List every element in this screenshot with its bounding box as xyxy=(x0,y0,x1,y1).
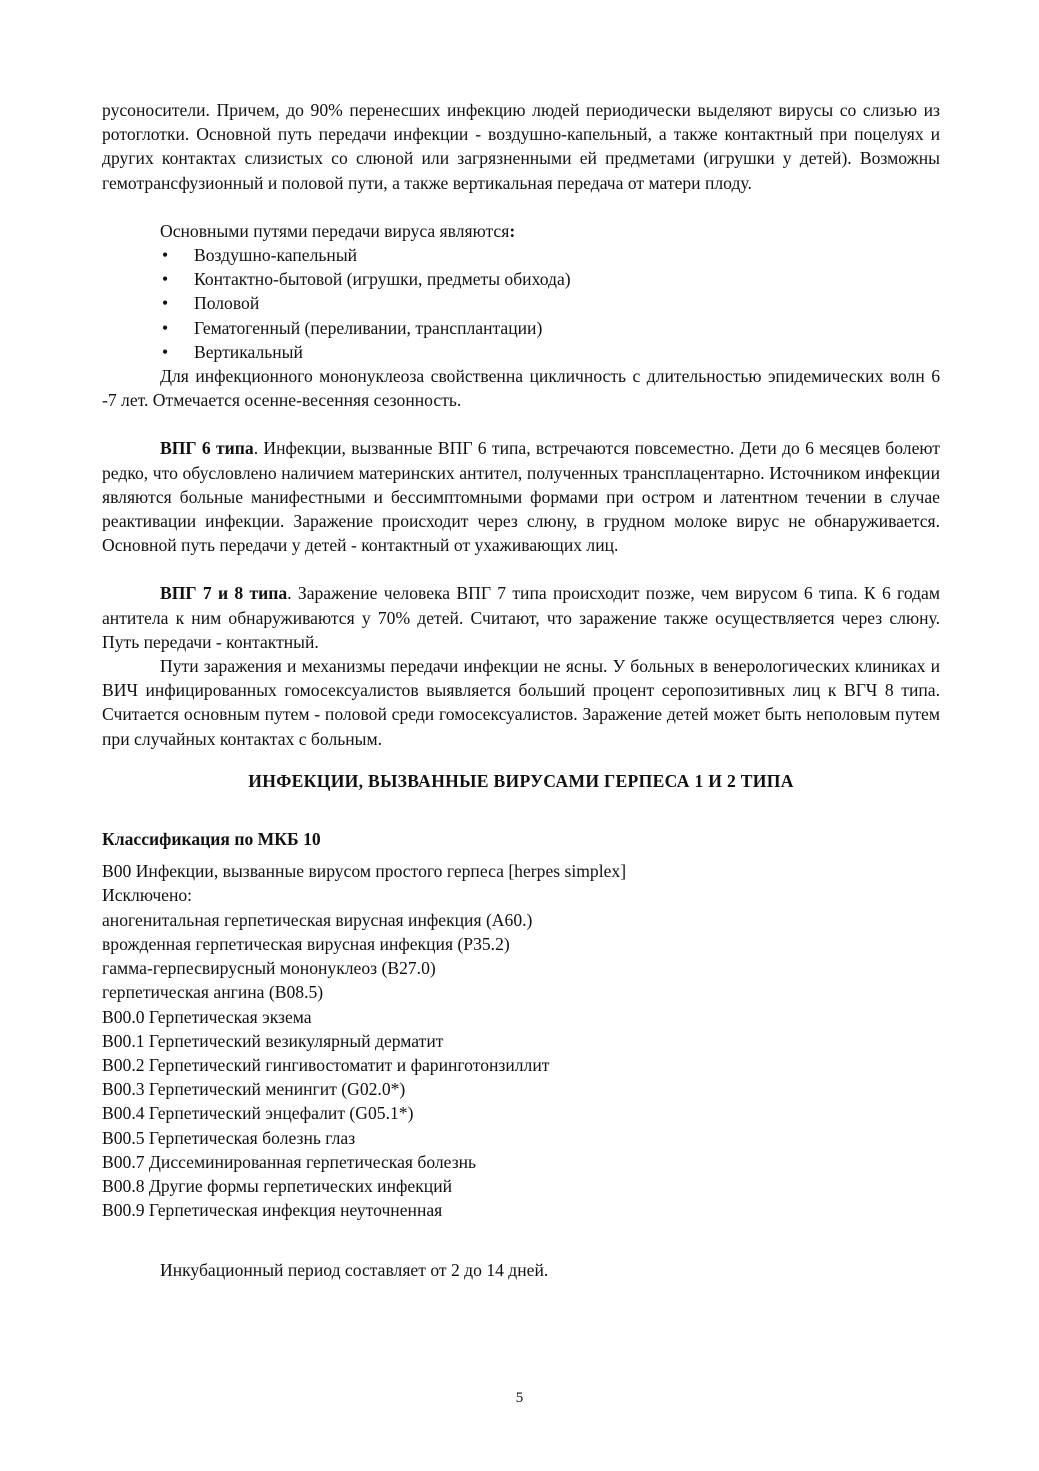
classification-list xyxy=(102,859,940,1222)
classification-line: B00.3 Герпетический менингит (G02.0*) xyxy=(102,1079,406,1100)
paragraph-transmission: русоносители. Причем, до 90% перенесших инфекцию людей периодически выделяют вирусы со слизью из ротоглотки. Основной путь передачи инфекции - воздушно-капельный, а также контактный при поцелуях и других контактах слизистых со слюной или загрязненными ей предметами (игрушки у детей). Возможны гемотрансфузионный и половой пути, а также вертикальная передача от матери плоду. xyxy=(102,100,940,193)
list-item xyxy=(162,267,940,291)
paragraph-cyclicity: Для инфекционного мононуклеоза свойственна цикличность с длительностью эпидемических волн 6 -7 лет. Отмечается осенне-весенняя сезонность. xyxy=(102,366,940,411)
list-item xyxy=(162,291,940,315)
classification-line: B00.7 Диссеминированная герпетическая болезнь xyxy=(102,1151,477,1172)
paragraph-paths: Пути заражения и механизмы передачи инфекции не ясны. У больных в венерологических клиниках и ВИЧ инфицированных гомосексуалистов выявляется больший процент серопозитивных лиц к ВГЧ 8 типа. Считается основным путем - половой среди гомосексуалистов. Заражение детей может быть неполовым путем при случайных контактах с больным. xyxy=(102,656,940,749)
classification-line: B00.5 Герпетическая болезнь глаз xyxy=(102,1127,356,1148)
paragraph-hhv78 xyxy=(102,581,940,654)
classification-line: B00.9 Герпетическая инфекция неуточненная xyxy=(102,1200,443,1221)
hhv78-title: ВПГ 7 и 8 типа xyxy=(160,583,288,604)
hhv78-text: . Заражение человека ВПГ 7 типа происходит позже, чем вирусом 6 типа. К 6 годам антитела к ним обнаруживаются у 70% детей. Считают, что заражение также осуществляется через слюну. Путь передачи - контактный. xyxy=(102,583,940,652)
section-heading: ИНФЕКЦИИ, ВЫЗВАННЫЕ ВИРУСАМИ ГЕРПЕСА 1 И 2 ТИПА xyxy=(248,770,794,791)
classification-heading: Классификация по МКБ 10 xyxy=(102,829,321,850)
classification-line: B00.8 Другие формы герпетических инфекций xyxy=(102,1175,453,1196)
classification-line: врожденная герпетическая вирусная инфекция (P35.2) xyxy=(102,933,510,954)
list-item-text: Воздушно-капельный xyxy=(194,245,358,266)
hhv6-title: ВПГ 6 типа xyxy=(160,438,254,459)
bullet-icon: • xyxy=(162,269,169,290)
bullet-icon: • xyxy=(162,245,169,266)
list-item-text: Вертикальный xyxy=(194,341,303,362)
paragraph-hhv6 xyxy=(102,436,940,557)
hhv6-text: . Инфекции, вызванные ВПГ 6 типа, встречаются повсеместно. Дети до 6 месяцев болеют редко, что обусловлено наличием материнских антител, полученных трансплацентарно. Источником инфекции являются больные манифестными и бессимптомными формами при остром и латентном течении в случае реактивации инфекции. Заражение происходит через слюну, в грудном молоке вирус не обнаруживается. Основной путь передачи у детей - контактный от ухаживающих лиц. xyxy=(102,438,941,556)
classification-line: B00.0 Герпетическая экзема xyxy=(102,1006,312,1027)
bullet-icon: • xyxy=(162,341,169,362)
classification-line: герпетическая ангина (B08.5) xyxy=(102,982,324,1003)
classification-line: B00.1 Герпетический везикулярный дерматит xyxy=(102,1030,444,1051)
classification-line: B00.4 Герпетический энцефалит (G05.1*) xyxy=(102,1103,414,1124)
page-number: 5 xyxy=(515,1390,524,1406)
bullet-icon: • xyxy=(162,293,169,314)
classification-line: Исключено: xyxy=(102,885,193,906)
list-item xyxy=(162,340,940,364)
classification-line: B00.2 Герпетический гингивостоматит и фаринготонзиллит xyxy=(102,1054,550,1075)
routes-intro xyxy=(102,219,940,243)
bullet-icon: • xyxy=(162,317,169,338)
classification-line: гамма-герпесвирусный мононуклеоз (B27.0) xyxy=(102,958,436,979)
classification-line: аногенитальная герпетическая вирусная инфекция (A60.) xyxy=(102,909,533,930)
list-item-text: Половой xyxy=(194,293,260,314)
list-item-text: Контактно-бытовой (игрушки, предметы обихода) xyxy=(194,269,571,290)
classification-line: B00 Инфекции, вызванные вирусом простого герпеса [herpes simplex] xyxy=(102,861,627,882)
routes-intro-colon: : xyxy=(509,220,516,241)
list-item xyxy=(162,243,940,267)
list-item-text: Гематогенный (переливании, трансплантации) xyxy=(194,317,543,338)
routes-list xyxy=(102,243,940,364)
list-item xyxy=(162,316,940,340)
document-page xyxy=(102,98,940,1283)
routes-intro-text: Основными путями передачи вируса являются xyxy=(160,220,510,241)
incubation-period: Инкубационный период составляет от 2 до 14 дней. xyxy=(160,1260,549,1281)
